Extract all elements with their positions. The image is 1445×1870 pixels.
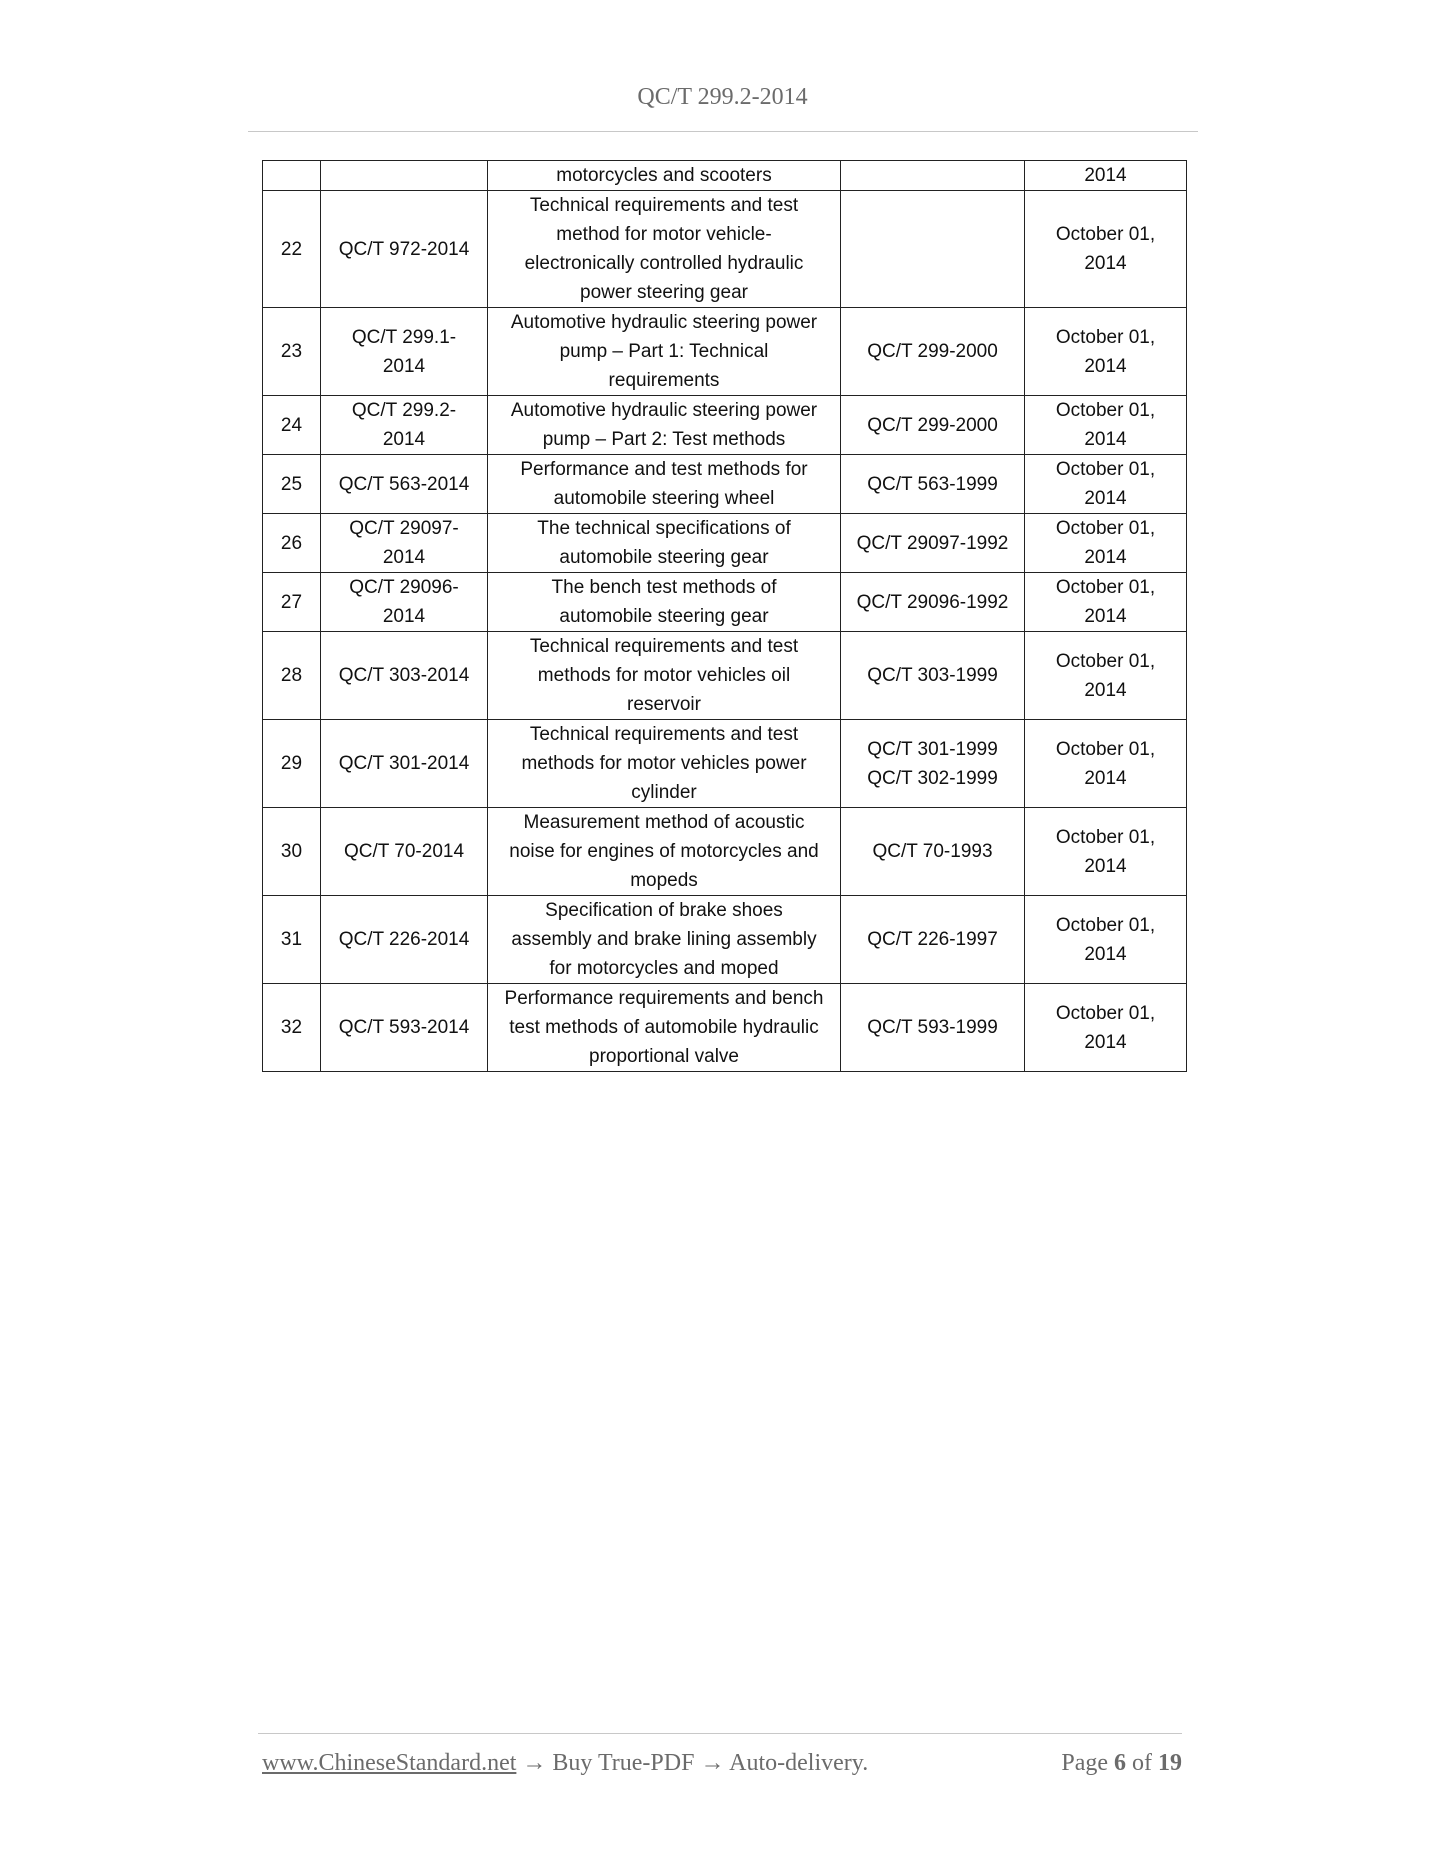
table-row (263, 396, 1187, 455)
table-row (263, 632, 1187, 720)
standard-name: Specification of brake shoes assembly and brake lining assembly for motorcycles and moped (488, 896, 841, 984)
standard-code: QC/T 29097- 2014 (321, 514, 488, 573)
row-number: 25 (263, 455, 321, 514)
standard-code: QC/T 563-2014 (321, 455, 488, 514)
implementation-date: October 01, 2014 (1025, 720, 1187, 808)
replaced-standard (841, 191, 1025, 308)
table-row (263, 720, 1187, 808)
replaced-standard: QC/T 593-1999 (841, 984, 1025, 1072)
replaced-standard (841, 161, 1025, 191)
table-row (263, 896, 1187, 984)
implementation-date: October 01, 2014 (1025, 573, 1187, 632)
row-number: 28 (263, 632, 321, 720)
footer-promo (262, 1750, 868, 1777)
standard-name: Technical requirements and test methods for motor vehicles oil reservoir (488, 632, 841, 720)
row-number (263, 161, 321, 191)
standard-name: The technical specifications of automobile steering gear (488, 514, 841, 573)
standard-code: QC/T 70-2014 (321, 808, 488, 896)
standard-name: Technical requirements and test methods for motor vehicles power cylinder (488, 720, 841, 808)
implementation-date: October 01, 2014 (1025, 896, 1187, 984)
standard-code: QC/T 299.2- 2014 (321, 396, 488, 455)
header-divider (248, 131, 1198, 132)
standard-name: motorcycles and scooters (488, 161, 841, 191)
standard-name: Measurement method of acoustic noise for engines of motorcycles and mopeds (488, 808, 841, 896)
replaced-standard: QC/T 299-2000 (841, 308, 1025, 396)
standard-name: Automotive hydraulic steering power pump – Part 1: Technical requirements (488, 308, 841, 396)
implementation-date: October 01, 2014 (1025, 191, 1187, 308)
implementation-date: October 01, 2014 (1025, 396, 1187, 455)
standard-code: QC/T 303-2014 (321, 632, 488, 720)
table-row (263, 808, 1187, 896)
implementation-date: October 01, 2014 (1025, 808, 1187, 896)
table-row (263, 573, 1187, 632)
replaced-standard: QC/T 301-1999 QC/T 302-1999 (841, 720, 1025, 808)
implementation-date: October 01, 2014 (1025, 455, 1187, 514)
row-number: 32 (263, 984, 321, 1072)
page-of-label: of (1132, 1750, 1152, 1776)
replaced-standard: QC/T 563-1999 (841, 455, 1025, 514)
row-number: 23 (263, 308, 321, 396)
table-row (263, 308, 1187, 396)
standard-code: QC/T 299.1- 2014 (321, 308, 488, 396)
row-number: 27 (263, 573, 321, 632)
footer-divider (258, 1733, 1182, 1734)
replaced-standard: QC/T 299-2000 (841, 396, 1025, 455)
replaced-standard: QC/T 303-1999 (841, 632, 1025, 720)
page-footer (262, 1750, 1182, 1777)
replaced-standard: QC/T 29096-1992 (841, 573, 1025, 632)
row-number: 29 (263, 720, 321, 808)
table-row (263, 455, 1187, 514)
website-link[interactable]: www.ChineseStandard.net (262, 1750, 517, 1776)
table-row (263, 191, 1187, 308)
table-row (263, 514, 1187, 573)
arrow-right-icon: → (700, 1750, 725, 1776)
page-indicator (1061, 1750, 1182, 1777)
row-number: 30 (263, 808, 321, 896)
implementation-date: October 01, 2014 (1025, 514, 1187, 573)
total-pages-number: 19 (1158, 1750, 1182, 1776)
row-number: 24 (263, 396, 321, 455)
replaced-standard: QC/T 29097-1992 (841, 514, 1025, 573)
row-number: 26 (263, 514, 321, 573)
replaced-standard: QC/T 70-1993 (841, 808, 1025, 896)
row-number: 22 (263, 191, 321, 308)
implementation-date: 2014 (1025, 161, 1187, 191)
standard-code (321, 161, 488, 191)
implementation-date: October 01, 2014 (1025, 308, 1187, 396)
table-row (263, 984, 1187, 1072)
standard-name: Automotive hydraulic steering power pump – Part 2: Test methods (488, 396, 841, 455)
standard-name: Performance and test methods for automobile steering wheel (488, 455, 841, 514)
standard-code: QC/T 972-2014 (321, 191, 488, 308)
standards-table (262, 160, 1187, 1072)
standard-code: QC/T 29096- 2014 (321, 573, 488, 632)
standard-code: QC/T 301-2014 (321, 720, 488, 808)
buy-true-pdf-text: Buy True-PDF (552, 1750, 695, 1776)
standard-name: Performance requirements and bench test methods of automobile hydraulic proportional valve (488, 984, 841, 1072)
current-page-number: 6 (1114, 1750, 1126, 1776)
page-header-title: QC/T 299.2-2014 (637, 84, 808, 110)
implementation-date: October 01, 2014 (1025, 632, 1187, 720)
standard-name: The bench test methods of automobile steering gear (488, 573, 841, 632)
standard-code: QC/T 593-2014 (321, 984, 488, 1072)
table-row (263, 161, 1187, 191)
replaced-standard: QC/T 226-1997 (841, 896, 1025, 984)
arrow-right-icon: → (522, 1750, 547, 1776)
implementation-date: October 01, 2014 (1025, 984, 1187, 1072)
auto-delivery-text: Auto-delivery. (729, 1750, 869, 1776)
standard-name: Technical requirements and test method for motor vehicle- electronically controlled hydraulic power steering gear (488, 191, 841, 308)
page-label: Page (1061, 1750, 1108, 1776)
row-number: 31 (263, 896, 321, 984)
standard-code: QC/T 226-2014 (321, 896, 488, 984)
